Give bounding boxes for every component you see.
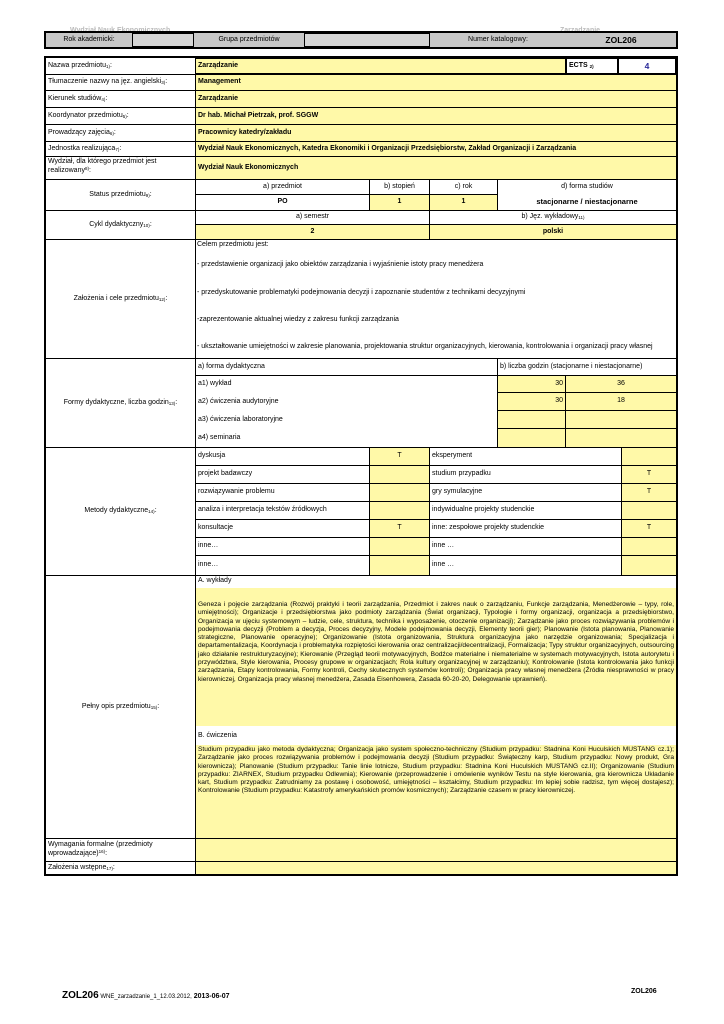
forma-cwiczenia-lab-n (566, 411, 676, 429)
metoda-right-value (622, 448, 676, 466)
forma-cwiczenia-lab-s (498, 411, 566, 429)
footer-file: WNE_zarzadzanie_1_12.03.2012, (98, 994, 192, 1000)
footer-date: 2013-06-07 (191, 993, 230, 1000)
status-b-label: b) stopień (370, 180, 430, 195)
footer-code: ZOL206 (62, 990, 99, 1001)
metoda-right-label: eksperyment (430, 448, 622, 466)
metoda-left-value (370, 556, 430, 575)
catalog-code: ZOL206 (605, 35, 637, 45)
rok-label: Rok akademicki: (63, 35, 115, 43)
footer-right-code: ZOL206 (631, 988, 657, 995)
metoda-left-value: T (370, 448, 430, 466)
zalozenia-item: - ukształtowanie umiejętności w zakresie planowania, projektowania struktur organizacyjnych, kierowania, kontrolowania i organizacji pracy własnej (197, 343, 653, 350)
formy-label: Formy dydaktyczne, liczba godzin 13) : (63, 398, 178, 406)
formy-a-label: a) forma dydaktyczna (196, 359, 498, 376)
status-b-value: 1 (370, 195, 430, 210)
metoda-right-value: T (622, 466, 676, 484)
forma-wyklad: a1) wykład (196, 376, 498, 393)
metoda-left-value (370, 538, 430, 556)
metoda-left-value (370, 502, 430, 520)
status-a-value: PO (196, 195, 370, 210)
forma-wyklad-n: 36 (566, 376, 676, 393)
zal-wst-value (196, 862, 676, 874)
formy-b-label: b) liczba godzin (stacjonarne i niestacjonarne) (498, 359, 676, 376)
forma-cwiczenia-aud-n: 18 (566, 393, 676, 411)
tlum-label: Tłumaczenie nazwy na jęz. angielski 3) : (48, 78, 168, 86)
jedn-value: Wydział Nauk Ekonomicznych, Katedra Ekonomiki i Organizacji Przedsiębiorstw, Zakład Organizacji i Zarządzania (196, 142, 676, 156)
metoda-right-label: studium przypadku (430, 466, 622, 484)
koord-label: Koordynator przedmiotu 5) : (48, 111, 129, 119)
tlum-value: Management (196, 75, 676, 90)
opis-b-text: Studium przypadku jako metoda dydaktyczna; Organizacja jako system społeczno-techniczny (Studium przypadku: Stadnina Koni Huculskich MUSTANG cz.1); Zarządzanie jako proces rozwiązywania problemów i podejmowania decyzji (Studium przypadku: Świąteczny karp, Studium przypadku: Nowy produkt, Gra kierownicza); Planowanie (Studium przypadku: Tanie linie lotnicze, Studium przypadku: Stadnina Koni Huculskich MUSTANG cz.II); Organizowanie (Studium przypadku: ZIARNEX, Studium przypadku Odlewnia); Kierowanie (przeprowadzenie i omówienie wyników Testu na style kierowania, gra kierownicza Układanie kart, Studium przypadku: Zatrudniamy za postawę i osobowość, umiejętności – kształcimy, Studium przypadku: Im lepiej sobie radzisz, tym więcej dostajesz); Kontrolowanie (Studium przypadku: Katastrofy amerykańskich promów kosmicznych); Zarządzanie czasem w pracy kierowniczej. (198, 746, 674, 795)
numer-label: Numer katalogowy: (468, 35, 528, 43)
ects-value: 4 (618, 58, 676, 74)
metoda-right-label: inne … (430, 556, 622, 575)
status-d-value: stacjonarne / niestacjonarne (536, 197, 638, 207)
metoda-right-label: indywidualne projekty studenckie (430, 502, 622, 520)
footer-left (62, 985, 230, 1003)
status-label: Status przedmiotu 9) : (89, 190, 152, 198)
forma-cwiczenia-aud: a2) ćwiczenia audytoryjne (196, 393, 498, 411)
cykl-a-label: a) semestr (196, 211, 430, 225)
wydz-label: Wydział, dla którego przedmiot jest realizowany$^{8)}$: (48, 158, 157, 174)
opis-label: Pełny opis przedmiotu 15) : (81, 702, 160, 710)
wymagania-value (196, 839, 676, 861)
nazwa-label: Nazwa przedmiotu 1) : (48, 61, 112, 69)
rok-value (132, 33, 194, 47)
ects-label: ECTS 2) (566, 58, 618, 74)
metoda-left-value (370, 466, 430, 484)
metoda-left-label: projekt badawczy (196, 466, 370, 484)
zalozenia-item: - przedstawienie organizacji jako obiektów zarządzania i wyjaśnienie istoty pracy menedżera (197, 261, 484, 268)
forma-seminaria-n (566, 429, 676, 447)
koord-value: Dr hab. Michał Pietrzak, prof. SGGW (196, 108, 676, 124)
metoda-right-value (622, 502, 676, 520)
forma-cwiczenia-aud-s: 30 (498, 393, 566, 411)
metoda-right-value (622, 538, 676, 556)
forma-seminaria-s (498, 429, 566, 447)
grupa-value (304, 33, 430, 47)
metoda-right-label: inne: zespołowe projekty studenckie (430, 520, 622, 538)
zalozenia-item: -zaprezentowanie aktualnej wiedzy z zakresu funkcji zarządzania (197, 316, 399, 323)
zal-wst-label: Założenia wstępne 17) : (48, 863, 115, 871)
metoda-left-label: inne… (196, 538, 370, 556)
metoda-left-label: konsultacje (196, 520, 370, 538)
status-c-label: c) rok (430, 180, 498, 195)
prow-value: Pracownicy katedry/zakładu (196, 125, 676, 141)
metoda-right-value: T (622, 484, 676, 502)
cykl-a-value: 2 (196, 225, 430, 239)
kier-label: Kierunek studiów 4) : (48, 94, 108, 102)
grupa-label: Grupa przedmiotów (218, 35, 280, 43)
zalozenia-label: Założenia i cele przedmiotu 12) : (73, 294, 168, 302)
opis-a-heading: A. wykłady (198, 577, 232, 584)
metoda-right-value (622, 556, 676, 575)
status-d-label: d) forma studiów (561, 183, 613, 191)
metoda-right-value: T (622, 520, 676, 538)
status-c-value: 1 (430, 195, 498, 210)
metoda-left-label: inne… (196, 556, 370, 575)
zalozenia-item: - przedyskutowanie problematyki podejmowania decyzji i zapoznanie studentów z technikami decyzyjnymi (197, 289, 526, 296)
wydz-value: Wydział Nauk Ekonomicznych (196, 157, 676, 179)
opis-a-text: Geneza i pojęcie zarządzania (Rozwój praktyki i teorii zarządzania, Przedmiot i zakres nauk o zarządzaniu, Funkcje zarządzania, Menedżerowie – typy, role, umiejętności); Organizacje i przedsiębiorstwa jako podmioty zarządzania (Świat organizacji, Typologie i formy organizacji, organizacja a przedsiębiorstwo, Organizacja w ujęciu systemowym – ludzie, cele, struktura, technika i wyposażenie, otoczenie organizacji); Zarządzanie jako proces rozwiązywania problemów i podejmowania decyzji (Problem a decyzja, Proces decyzyjny, Modele podejmowania decyzji, Elementy teorii gier); Planowanie (Istota planowania, Planowanie strategiczne, Planowanie operacyjne); Organizowanie (Istota organizowania, Struktura organizacyjna jako narzędzie organizowania; Specjalizacja i departamentalizacja, Koordynacja i problematyka rozpiętości kierowania oraz centralizacji/decentralizacji, Formalizacja; Typy struktur organizacyjnych, outsourcing jako działanie restrukturyzacyjne); Kierowanie (Przegląd teorii motywacyjnych, Bodźce materialne i niematerialne w systemach motywacyjnych, Istota autorytetu i przywództwa, Style kierowania, Procesy grupowe w organizacjach; Rola kultury organizacyjnej w zarządzaniu); Kontrolowanie (Istota kontrolowania jako funkcji zarządzania, Etapy kontrolowania, Formy kontroli, Cechy skutecznych systemów kontroli); Organizacja pracy własnej menedżera (Źródła niesprawności w pracy kierowniczej, Organizacja pracy własnej menedżera, Zasada Eisenhowera, Zasada 60-20-20, Delegowanie uprawnień). (198, 601, 674, 683)
cykl-label: Cykl dydaktyczny 10) : (89, 220, 152, 228)
status-a-label: a) przedmiot (196, 180, 370, 195)
metoda-left-label: analiza i interpretacja tekstów źródłowych (196, 502, 370, 520)
metoda-left-value: T (370, 520, 430, 538)
metoda-right-label: inne … (430, 538, 622, 556)
forma-cwiczenia-lab: a3) ćwiczenia laboratoryjne (196, 411, 498, 429)
forma-seminaria: a4) seminaria (196, 429, 498, 447)
metody-label: Metody dydaktyczne 14) : (84, 507, 157, 515)
cykl-b-value: polski (430, 225, 676, 239)
zalozenia-intro: Celem przedmiotu jest: (197, 241, 269, 248)
opis-b-heading: B. ćwiczenia (198, 732, 237, 739)
nazwa-value: Zarządzanie (196, 58, 566, 74)
prow-label: Prowadzący zajęcia 6) : (48, 128, 116, 136)
metoda-left-label: dyskusja (196, 448, 370, 466)
metoda-left-label: rozwiązywanie problemu (196, 484, 370, 502)
metoda-right-label: gry symulacyjne (430, 484, 622, 502)
wymagania-label: Wymagania formalne (przedmioty wprowadzające)$^{16)}$: (48, 841, 153, 857)
metoda-left-value (370, 484, 430, 502)
jedn-label: Jednostka realizująca 7) : (48, 144, 122, 152)
cykl-b-label: b) Jęz. wykładowy 11) (430, 211, 676, 225)
forma-wyklad-s: 30 (498, 376, 566, 393)
kier-value: Zarządzanie (196, 91, 676, 107)
